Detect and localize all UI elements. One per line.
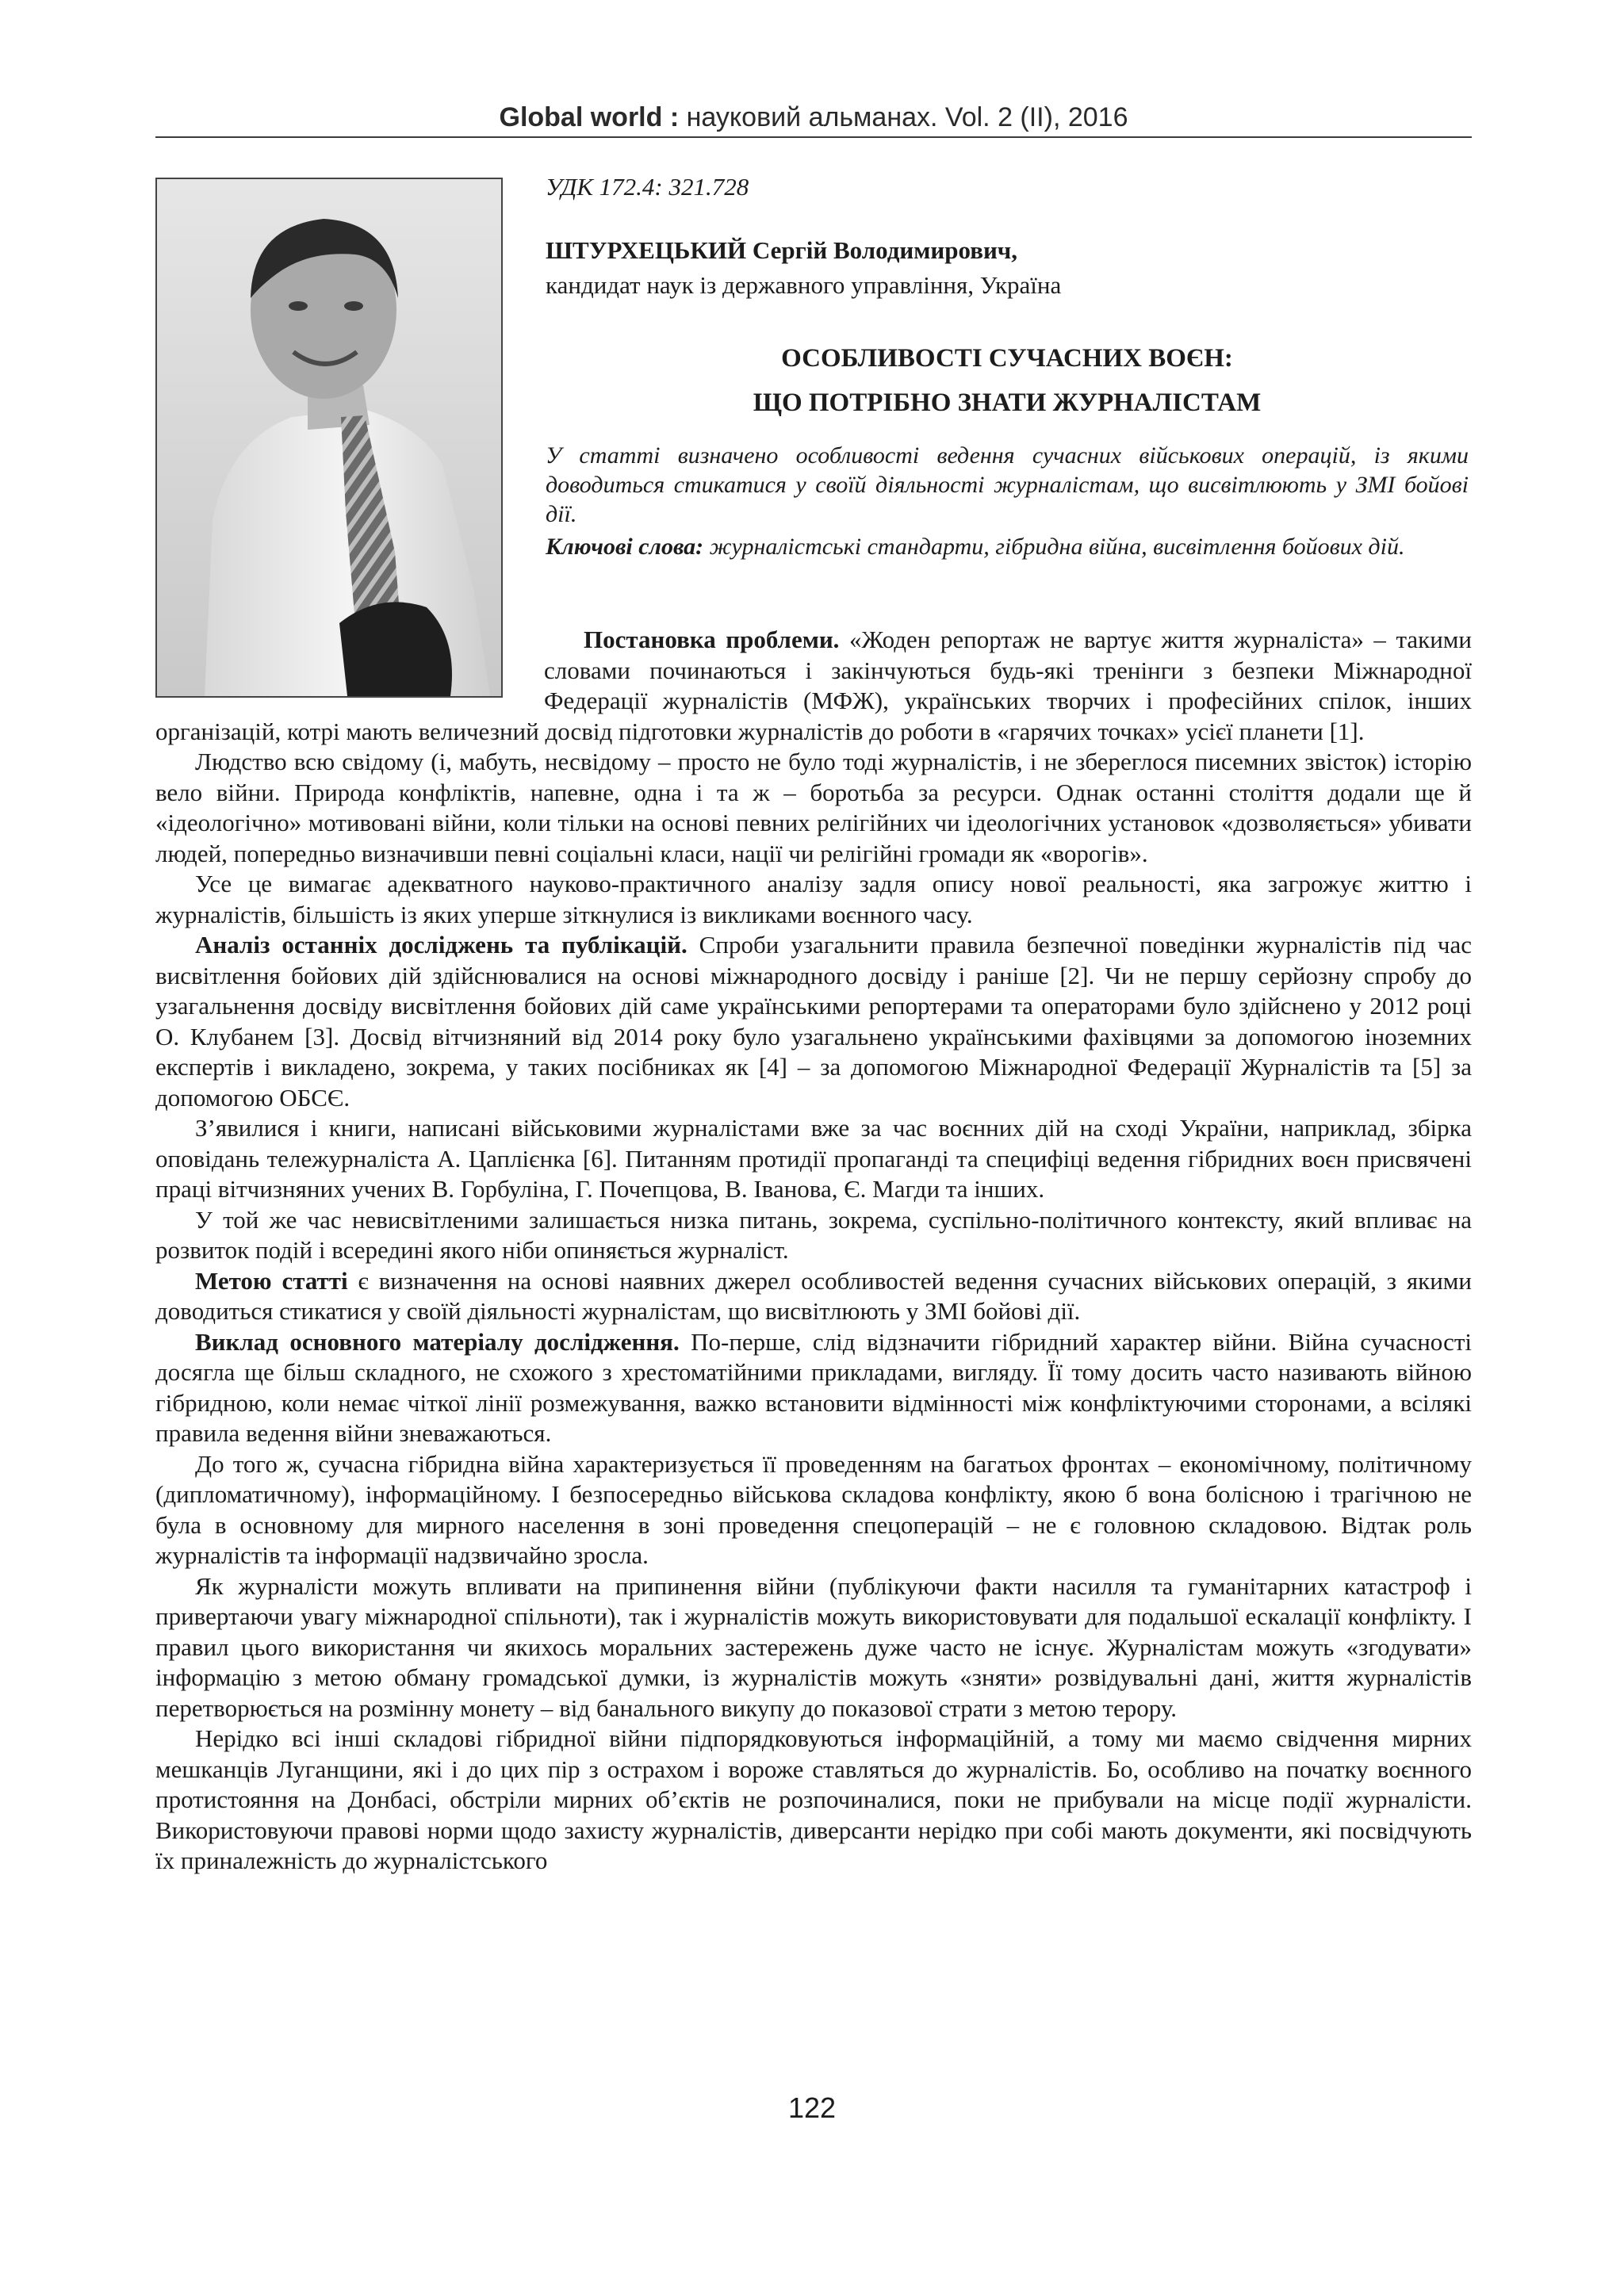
keywords-list: журналістські стандарти, гібридна війна, висвітлення бойових дій. bbox=[703, 534, 1405, 560]
paragraph-lead: Виклад основного матеріалу дослідження. bbox=[195, 1327, 680, 1356]
paragraph bbox=[155, 1327, 1472, 1449]
article-title-line-2: ЩО ПОТРІБНО ЗНАТИ ЖУРНАЛІСТАМ bbox=[753, 388, 1262, 417]
paragraph-lead: Метою статті bbox=[195, 1266, 348, 1295]
paragraph bbox=[155, 1113, 1472, 1205]
paragraph-lead: Аналіз останніх досліджень та публікацій. bbox=[195, 931, 688, 959]
paragraph-text: є визначення на основі наявних джерел особливостей ведення сучасних військових операцій, з якими доводиться стикатися у своїй діяльності журналістам, що висвітлюють у ЗМІ бойові дії. bbox=[155, 1266, 1472, 1325]
paragraph bbox=[155, 869, 1472, 930]
keywords-label: Ключові слова: bbox=[546, 534, 704, 560]
paragraph-text: Людство всю свідому (і, мабуть, несвідому – просто не було тоді журналістів, і не збереглося писемних звісток) історію вело війни. Природа конфліктів, напевне, одна і та ж – боротьба за ресурси. Однак останні століття додали ще й «ідеологічно» мотивовані війни, коли тільки на основі певних релігійних чи ідеологічних установок «дозволяється» убивати людей, попередньо визначивши певні соціальні класи, нації чи релігійні громади як «ворогів». bbox=[155, 748, 1472, 867]
paragraph bbox=[155, 930, 1472, 1113]
author-name: ШТУРХЕЦЬКИЙ Сергій Володимирович, bbox=[546, 236, 1018, 264]
paragraph-text: Нерідко всі інші складові гібридної війни підпорядковуються інформаційній, а тому ми маємо свідчення мирних мешканців Луганщини, які і до цих пір з острахом і вороже ставляться до журналістів. Бо, особливо на початку воєнного протистояння на Донбасі, обстріли мирних об’єктів не розпочиналися, поки не прибували на місце події журналісти. Використовуючи правові норми щодо захисту журналістів, диверсанти нерідко при собі мають документи, які посвідчують їх приналежність до журналістського bbox=[155, 1724, 1472, 1874]
paragraph bbox=[155, 1205, 1472, 1266]
keywords bbox=[546, 532, 1469, 561]
paragraph-text: Усе це вимагає адекватного науково-практичного аналізу задля опису нової реальності, яка загрожує життю і журналістів, більшість із яких уперше зіткнулися із викликами воєнного часу. bbox=[155, 870, 1472, 928]
paragraph-text: До того ж, сучасна гібридна війна характеризується її проведенням на багатьох фронтах – економічному, політичному (дипломатичному), інформаційному. І безпосередньо військова складова конфлікту, якою б вона болісною і трагічною не була в основному для мирного населення в зоні проведення спецоперацій – не є головною складовою. Відтак роль журналістів та інформації надзвичайно зросла. bbox=[155, 1449, 1472, 1569]
photo-wrap-space bbox=[155, 625, 544, 698]
page-number: 122 bbox=[787, 2091, 837, 2124]
paragraph bbox=[155, 1449, 1472, 1571]
article-title bbox=[546, 336, 1469, 425]
paragraph-lead: Постановка проблеми. bbox=[584, 626, 840, 653]
header-rule bbox=[155, 136, 1472, 138]
paragraph-text: По-перше, слід відзначити гібридний характер війни. Війна сучасності досягла ще більш складного, не схожого з хрестоматійними прикладами, вигляду. Її тому досить часто називають війною гібридною, коли немає чіткої лінії розмежування, важко встановити відмінності між конфліктуючими сторонами, а всілякі правила ведення війни зневажаються. bbox=[155, 1327, 1472, 1447]
abstract-text: У статті визначено особливості ведення сучасних військових операцій, із якими доводиться стикатися у своїй діяльності журналістам, що висвітлюють у ЗМІ бойові дії. bbox=[546, 442, 1469, 527]
paragraph-text: Спроби узагальнити правила безпечної поведінки журналістів під час висвітлення бойових дій здійснювалися на основі міжнародного досвіду і раніше [2]. Чи не першу серйозну спробу до узагальнення досвіду висвітлення бойових дій саме українськими репортерами та операторами було здійснено у 2012 році О. Клубанем [3]. Досвід вітчизняний від 2014 року було узагальнено українськими фахівцями за допомогою іноземних експертів і викладено, зокрема, у таких посібниках як [4] – за допомогою Міжнародної Федерації Журналістів та [5] за допомогою ОБСЄ. bbox=[155, 931, 1473, 1112]
paragraph-text: У той же час невисвітленими залишається низка питань, зокрема, суспільно-політичного контексту, який впливає на розвиток подій і всередині якого ніби опиняється журналіст. bbox=[155, 1205, 1472, 1264]
journal-name: Global world : bbox=[499, 102, 680, 132]
running-header bbox=[159, 100, 1469, 135]
author-portrait-image bbox=[157, 179, 501, 696]
article-body bbox=[155, 625, 1472, 1877]
author-degree: кандидат наук із державного управління, Україна bbox=[546, 271, 1062, 299]
abstract bbox=[546, 441, 1469, 561]
paragraph bbox=[155, 1571, 1472, 1724]
paragraph-text: З’явилися і книги, написані військовими журналістами вже за час воєнних дій на сході України, наприклад, збірка оповідань тележурналіста А. Цаплієнка [6]. Питанням протидії пропаганді та специфіці ведення гібридних воєн присвячені праці вітчизняних учених В. Горбуліна, Г. Почепцова, В. Іванова, Є. Магди та інших. bbox=[155, 1114, 1472, 1203]
paragraph-text: «Жоден репортаж не вартує життя журналіста» – такими словами починаються і закінчуються будь-які тренінги з безпеки Міжнародної Федерації журналістів (МФЖ), українських творчих і професійних спілок, інших організацій, котрі мають величезний досвід підготовки журналістів до роботи в «гарячих точках» усієї планети [1]. bbox=[155, 626, 1472, 745]
paragraph bbox=[155, 1724, 1472, 1877]
paragraph-text: Як журналісти можуть впливати на припинення війни (публікуючи факти насилля та гуманітарних катастроф і привертаючи увагу міжнародної спільноти), так і журналістів можуть використовувати для подальшої ескалації конфлікту. І правил цього використання чи якихось моральних застережень дуже часто не існує. Журналістам можуть «згодувати» інформацію з метою обману громадської думки, із журналістів можуть «зняти» розвідувальні дані, життя журналістів перетворюється на розмінну монету – від банального викупу до показової страти з метою терору. bbox=[155, 1571, 1472, 1722]
journal-subtitle: науковий альманах. Vol. 2 (II), 2016 bbox=[679, 102, 1128, 132]
paragraph bbox=[155, 1266, 1472, 1327]
author-photo bbox=[155, 178, 503, 698]
paragraph bbox=[155, 747, 1472, 869]
author-block bbox=[546, 233, 1061, 303]
udc-code: УДК 172.4: 321.728 bbox=[546, 173, 749, 201]
article-title-line-1: ОСОБЛИВОСТІ СУЧАСНИХ ВОЄН: bbox=[781, 344, 1233, 373]
